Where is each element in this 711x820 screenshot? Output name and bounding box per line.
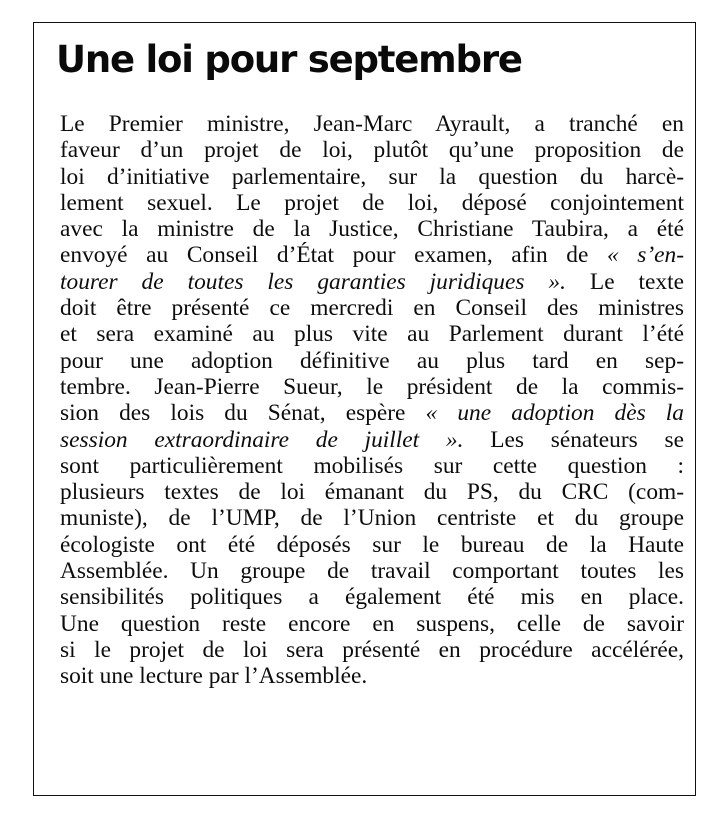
body-line (60, 505, 684, 531)
body-text: sion des lois du Sénat, espère (60, 400, 426, 427)
article-box (33, 22, 696, 796)
body-line (60, 321, 684, 347)
body-text: sont particulièrement mobilisés sur cette question : (60, 452, 684, 479)
body-text: tembre. Jean-Pierre Sueur, le président de la commis- (60, 373, 684, 400)
body-text: faveur d’un projet de loi, plutôt qu’une proposition de (60, 137, 684, 164)
body-text: muniste), de l’UMP, de l’Union centriste et du groupe (60, 505, 684, 532)
body-line (60, 453, 684, 479)
body-line (60, 584, 684, 610)
body-line (60, 479, 684, 505)
body-line (60, 427, 684, 453)
quotation-text: session extraordinaire de juillet ». (60, 426, 464, 453)
body-text: pour une adoption définitive au plus tard en sep- (60, 347, 684, 374)
body-text: plusieurs textes de loi émanant du PS, du CRC (com- (60, 479, 684, 506)
body-line (60, 637, 684, 663)
body-text: Le Premier ministre, Jean-Marc Ayrault, a tranché en (60, 111, 684, 137)
body-text: lement sexuel. Le projet de loi, déposé conjointement (60, 189, 684, 216)
quotation-text: « s’en- (606, 242, 684, 269)
body-line (60, 164, 684, 190)
body-line (60, 269, 684, 295)
body-line (60, 400, 684, 426)
body-line (60, 216, 684, 242)
body-text: si le projet de loi sera présenté en procédure accélérée, (60, 636, 684, 663)
quotation-text: tourer de toutes les garanties juridiques ». (60, 268, 566, 295)
body-text: Une question reste encore en suspens, celle de savoir (60, 610, 684, 637)
body-text: Les sénateurs se (463, 426, 684, 453)
body-text: sensibilités politiques a également été mis en place. (60, 584, 684, 611)
body-line (60, 111, 684, 137)
body-line (60, 242, 684, 268)
quotation-text: « une adoption dès la (425, 400, 685, 427)
body-text: avec la ministre de la Justice, Christiane Taubira, a été (60, 216, 684, 243)
body-text: loi d’initiative parlementaire, sur la question du harcè- (60, 163, 684, 190)
body-text: soit une lecture par l’Assemblée. (60, 663, 368, 690)
body-line (60, 663, 684, 689)
article-title: Une loi pour septembre (56, 38, 522, 81)
body-text: Le texte (565, 268, 684, 295)
body-text: envoyé au Conseil d’État pour examen, afin de (60, 242, 607, 269)
body-line (60, 611, 684, 637)
body-line (60, 137, 684, 163)
body-line (60, 532, 684, 558)
body-text: Assemblée. Un groupe de travail comportant toutes les (60, 558, 684, 585)
article-body (60, 111, 684, 690)
body-line (60, 190, 684, 216)
body-line (60, 295, 684, 321)
body-text: doit être présenté ce mercredi en Conseil des ministres (60, 295, 684, 322)
body-text: et sera examiné au plus vite au Parlement durant l’été (60, 321, 684, 348)
body-text: écologiste ont été déposés sur le bureau de la Haute (60, 531, 684, 558)
body-line (60, 374, 684, 400)
body-line (60, 558, 684, 584)
body-line (60, 348, 684, 374)
